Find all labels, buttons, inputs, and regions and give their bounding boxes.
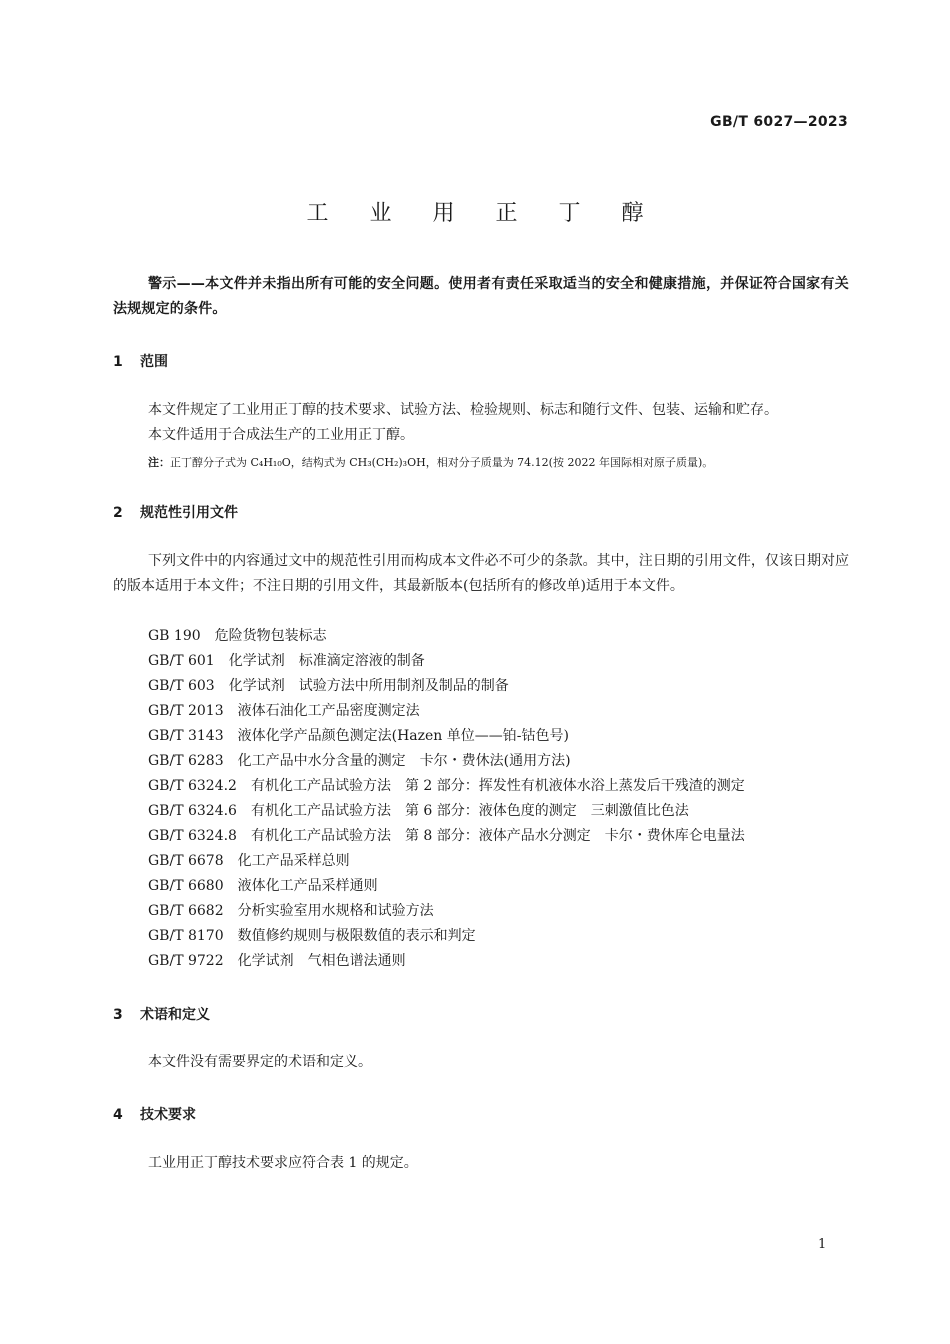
section-1-heading — [113, 351, 168, 371]
section-title: 术语和定义 — [140, 1007, 210, 1023]
note-text: 正丁醇分子式为 C₄H₁₀O，结构式为 CH₃(CH₂)₃OH，相对分子质量为 74.12(按 2022 年国际相对原子质量)。 — [170, 456, 714, 469]
list-item — [148, 674, 745, 699]
reference-code: GB/T 603 — [148, 678, 215, 694]
reference-code: GB/T 6682 — [148, 903, 224, 919]
reference-title: 液体化工产品采样通则 — [237, 878, 378, 894]
reference-title: 有机化工产品试验方法 第 6 部分：液体色度的测定 三刺激值比色法 — [250, 803, 689, 819]
section-title: 技术要求 — [140, 1107, 196, 1123]
reference-title: 液体化学产品颜色测定法(Hazen 单位——铂-钴色号) — [237, 728, 569, 744]
section-2-heading — [113, 502, 238, 522]
list-item — [148, 924, 745, 949]
reference-title: 化学试剂 气相色谱法通则 — [237, 953, 406, 969]
list-item — [148, 824, 745, 849]
reference-title: 有机化工产品试验方法 第 2 部分：挥发性有机液体水浴上蒸发后干残渣的测定 — [250, 778, 745, 794]
references-intro: 下列文件中的内容通过文中的规范性引用而构成本文件必不可少的条款。其中，注日期的引用文件，仅该日期对应的版本适用于本文件；不注日期的引用文件，其最新版本(包括所有的修改单)适用于本文件。 — [113, 553, 849, 594]
reference-code: GB/T 6283 — [148, 753, 224, 769]
reference-code: GB/T 6324.8 — [148, 828, 237, 844]
note-label: 注： — [148, 456, 170, 469]
list-item — [148, 749, 745, 774]
requirements-paragraph: 工业用正丁醇技术要求应符合表 1 的规定。 — [148, 1155, 418, 1171]
reference-title: 化学试剂 试验方法中所用制剂及制品的制备 — [228, 678, 509, 694]
section-number: 1 — [113, 354, 123, 370]
list-item — [148, 724, 745, 749]
reference-list — [148, 624, 745, 974]
section-number: 4 — [113, 1107, 123, 1123]
section-4-heading — [113, 1104, 196, 1124]
scope-note — [148, 455, 713, 471]
reference-code: GB 190 — [148, 628, 201, 644]
list-item — [148, 699, 745, 724]
scope-paragraph-2: 本文件适用于合成法生产的工业用正丁醇。 — [148, 427, 414, 443]
reference-title: 有机化工产品试验方法 第 8 部分：液体产品水分测定 卡尔・费休库仑电量法 — [250, 828, 745, 844]
reference-code: GB/T 6680 — [148, 878, 224, 894]
safety-warning: 警示——本文件并未指出所有可能的安全问题。使用者有责任采取适当的安全和健康措施，并保证符合国家有关法规规定的条件。 — [113, 276, 849, 317]
reference-title: 化工产品中水分含量的测定 卡尔・费休法(通用方法) — [237, 753, 571, 769]
reference-title: 危险货物包装标志 — [214, 628, 327, 644]
section-3-heading — [113, 1004, 210, 1024]
reference-code: GB/T 6324.2 — [148, 778, 237, 794]
reference-title: 化工产品采样总则 — [237, 853, 350, 869]
reference-code: GB/T 6324.6 — [148, 803, 237, 819]
reference-code: GB/T 8170 — [148, 928, 224, 944]
section-number: 2 — [113, 505, 123, 521]
list-item — [148, 949, 745, 974]
scope-paragraph-1: 本文件规定了工业用正丁醇的技术要求、试验方法、检验规则、标志和随行文件、包装、运输和贮存。 — [148, 402, 778, 418]
reference-title: 液体石油化工产品密度测定法 — [237, 703, 420, 719]
reference-code: GB/T 2013 — [148, 703, 224, 719]
reference-code: GB/T 9722 — [148, 953, 224, 969]
section-title: 范围 — [140, 354, 168, 370]
document-title: 工 业 用 正 丁 醇 — [306, 201, 661, 226]
list-item — [148, 799, 745, 824]
reference-code: GB/T 6678 — [148, 853, 224, 869]
list-item — [148, 649, 745, 674]
list-item — [148, 899, 745, 924]
list-item — [148, 849, 745, 874]
document-number: GB/T 6027—2023 — [710, 114, 848, 130]
reference-title: 分析实验室用水规格和试验方法 — [237, 903, 434, 919]
reference-title: 化学试剂 标准滴定溶液的制备 — [228, 653, 425, 669]
reference-title: 数值修约规则与极限数值的表示和判定 — [237, 928, 476, 944]
page-number: 1 — [818, 1237, 827, 1252]
section-number: 3 — [113, 1007, 123, 1023]
list-item — [148, 624, 745, 649]
list-item — [148, 774, 745, 799]
reference-code: GB/T 601 — [148, 653, 215, 669]
terms-paragraph: 本文件没有需要界定的术语和定义。 — [148, 1054, 372, 1070]
list-item — [148, 874, 745, 899]
reference-code: GB/T 3143 — [148, 728, 224, 744]
section-title: 规范性引用文件 — [140, 505, 238, 521]
